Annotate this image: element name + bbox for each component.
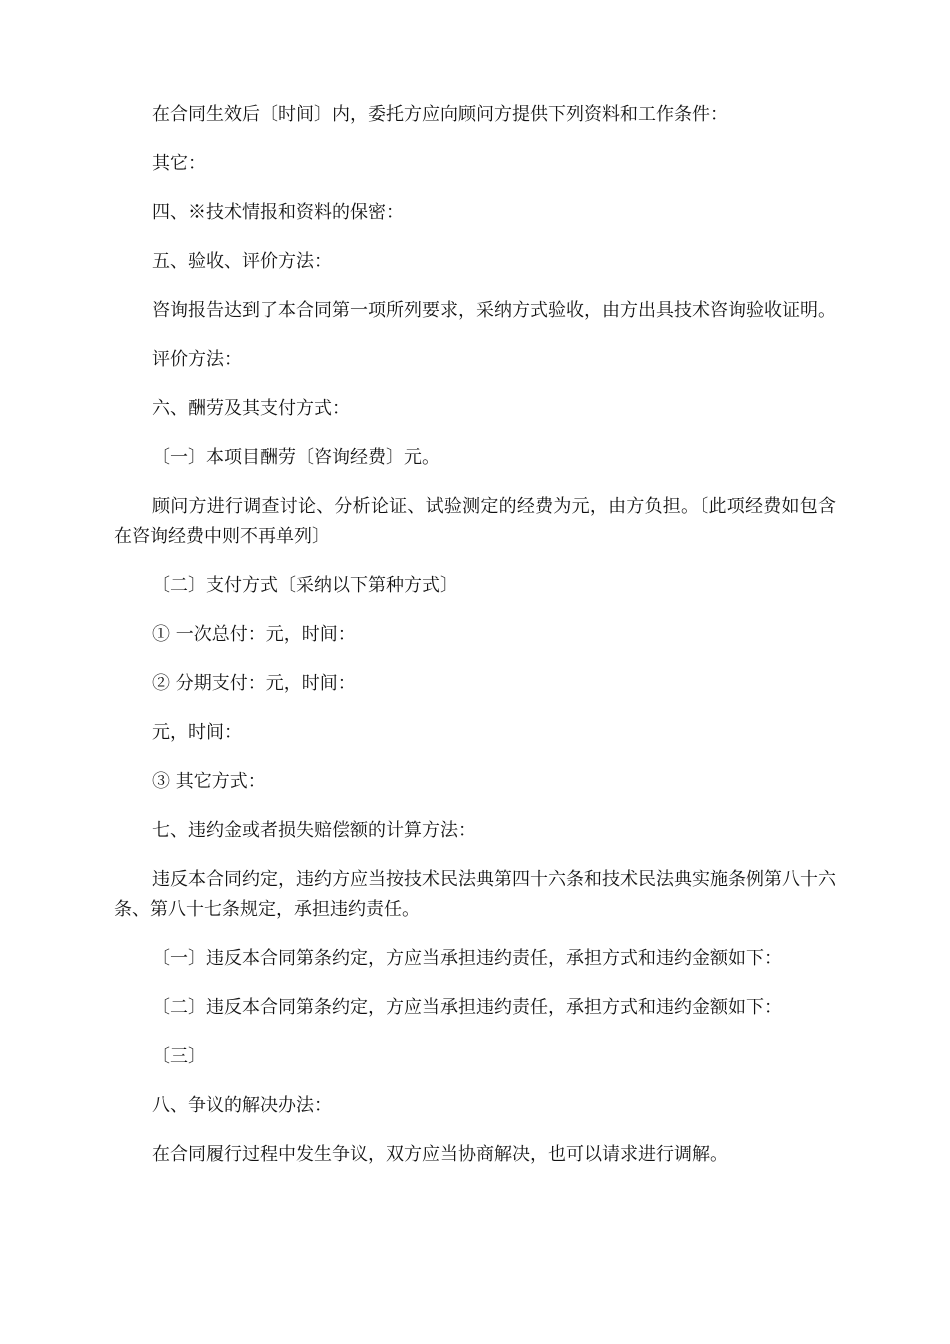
paragraph-evaluation-method: 评价方法： bbox=[152, 349, 242, 370]
heading-confidentiality: 四、※技术情报和资料的保密： bbox=[152, 202, 404, 223]
paragraph-breach-liability: 违反本合同约定，违约方应当按技术民法典第四十六条和技术民法典实施条例第八十六条、第八十七条规定，承担违约责任。 bbox=[114, 869, 836, 920]
paragraph-breach-three: 〔三〕 bbox=[152, 1046, 206, 1067]
paragraph-other-method: ③ 其它方式： bbox=[152, 771, 266, 792]
paragraph-payment-method: 〔二〕支付方式〔采纳以下第种方式〕 bbox=[152, 575, 458, 596]
paragraph-breach-one: 〔一〕违反本合同第条约定，方应当承担违约责任，承担方式和违约金额如下： bbox=[152, 948, 782, 969]
heading-acceptance: 五、验收、评价方法： bbox=[152, 251, 332, 272]
paragraph-remuneration-amount: 〔一〕本项目酬劳〔咨询经费〕元。 bbox=[152, 447, 440, 468]
heading-penalty: 七、违约金或者损失赔偿额的计算方法： bbox=[152, 820, 476, 841]
paragraph-dispute-resolution: 在合同履行过程中发生争议，双方应当协商解决，也可以请求进行调解。 bbox=[152, 1144, 728, 1165]
paragraph-installments: ② 分期支付：元，时间： bbox=[152, 673, 356, 694]
heading-dispute: 八、争议的解决办法： bbox=[152, 1095, 332, 1116]
heading-remuneration: 六、酬劳及其支付方式： bbox=[152, 398, 350, 419]
paragraph-breach-two: 〔二〕违反本合同第条约定，方应当承担违约责任，承担方式和违约金额如下： bbox=[152, 997, 782, 1018]
document-body bbox=[114, 100, 836, 1189]
paragraph-research-expense: 顾问方进行调查讨论、分析论证、试验测定的经费为元，由方负担。〔此项经费如包含在咨询经费中则不再单列〕 bbox=[114, 496, 836, 547]
paragraph-acceptance-report: 咨询报告达到了本合同第一项所列要求，采纳方式验收，由方出具技术咨询验收证明。 bbox=[152, 300, 836, 321]
paragraph-installment-time: 元，时间： bbox=[152, 722, 242, 743]
paragraph-materials: 在合同生效后〔时间〕内，委托方应向顾问方提供下列资料和工作条件： bbox=[152, 104, 728, 125]
paragraph-other: 其它： bbox=[152, 153, 206, 174]
paragraph-lump-sum: ① 一次总付：元，时间： bbox=[152, 624, 356, 645]
